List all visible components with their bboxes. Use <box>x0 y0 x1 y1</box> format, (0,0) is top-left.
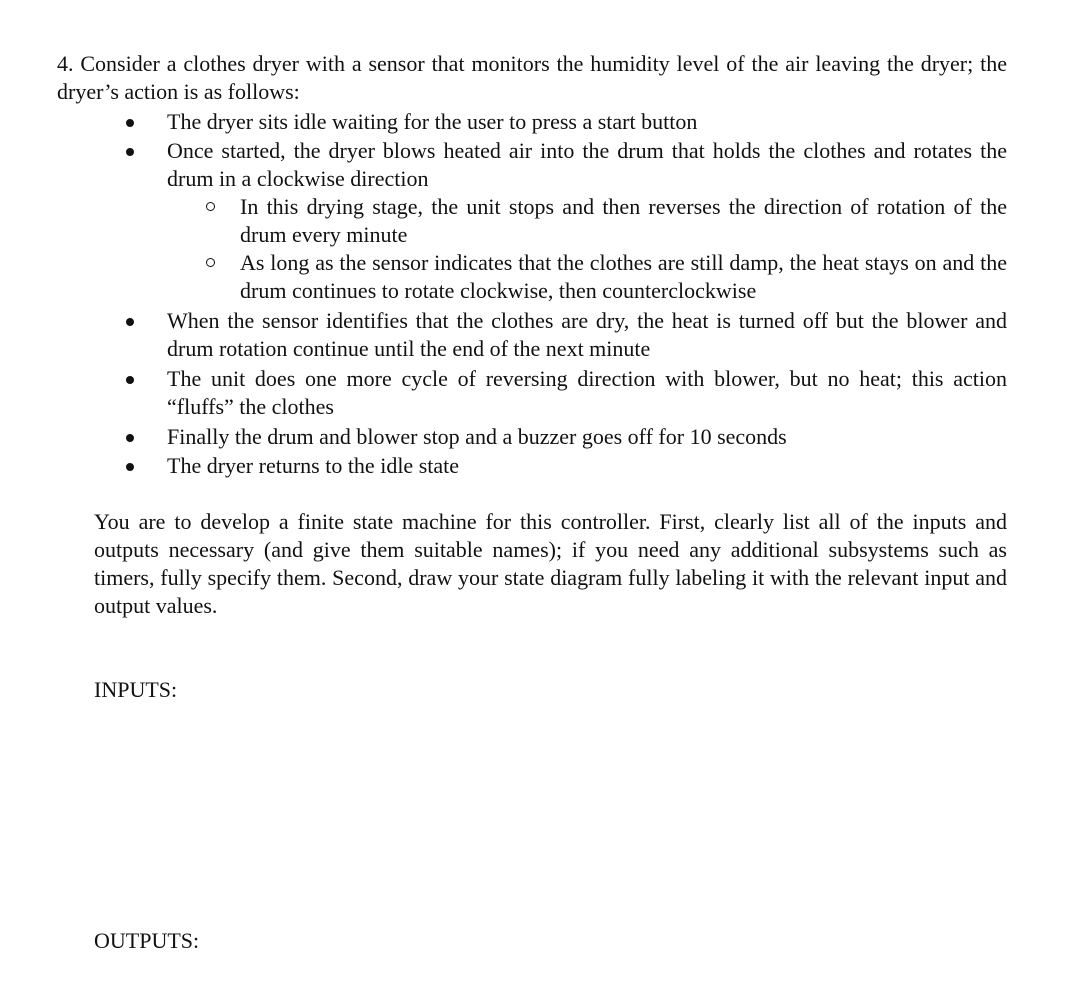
question-intro: 4. Consider a clothes dryer with a sensor that monitors the humidity level of the air leaving the dryer; the dryer’s action is as follows: <box>57 51 1007 104</box>
bullet-icon <box>126 463 134 471</box>
list-item-text: The dryer returns to the idle state <box>167 453 460 478</box>
sub-list-item-text: In this drying stage, the unit stops and then reverses the direction of rotation of the drum every minute <box>240 194 1007 247</box>
list-item-text: Once started, the dryer blows heated air into the drum that holds the clothes and rotates the drum in a clockwise direction <box>167 138 1007 191</box>
sub-list-item <box>240 193 1007 249</box>
list-item-text: The unit does one more cycle of reversing direction with blower, but no heat; this action “fluffs” the clothes <box>167 366 1007 419</box>
bullet-icon <box>126 119 134 127</box>
list-item <box>167 423 1007 451</box>
task-instructions: You are to develop a finite state machine for this controller. First, clearly list all of the inputs and outputs necessary (and give them suitable names); if you need any additional subsystems such as timers, fully specify them. Second, draw your state diagram fully labeling it with the relevant input and output values. <box>94 509 1007 618</box>
list-item <box>167 108 1007 136</box>
sub-list-item-text: As long as the sensor indicates that the clothes are still damp, the heat stays on and the drum continues to rotate clockwise, then counterclockwise <box>240 250 1007 303</box>
list-item <box>167 365 1007 421</box>
bullet-icon <box>126 434 134 442</box>
outputs-label: OUTPUTS: <box>94 928 200 953</box>
list-item-text: When the sensor identifies that the clothes are dry, the heat is turned off but the blower and drum rotation continue until the end of the next minute <box>167 308 1007 361</box>
list-item <box>167 307 1007 363</box>
inputs-label: INPUTS: <box>94 677 178 702</box>
list-item <box>167 137 1007 193</box>
list-item-text: The dryer sits idle waiting for the user to press a start button <box>167 109 698 134</box>
list-item-text: Finally the drum and blower stop and a buzzer goes off for 10 seconds <box>167 424 787 449</box>
hollow-bullet-icon <box>206 258 215 267</box>
list-item <box>167 452 1007 480</box>
sub-list-item <box>240 249 1007 305</box>
bullet-icon <box>126 318 134 326</box>
bullet-icon <box>126 148 134 156</box>
bullet-icon <box>126 376 134 384</box>
hollow-bullet-icon <box>206 202 215 211</box>
